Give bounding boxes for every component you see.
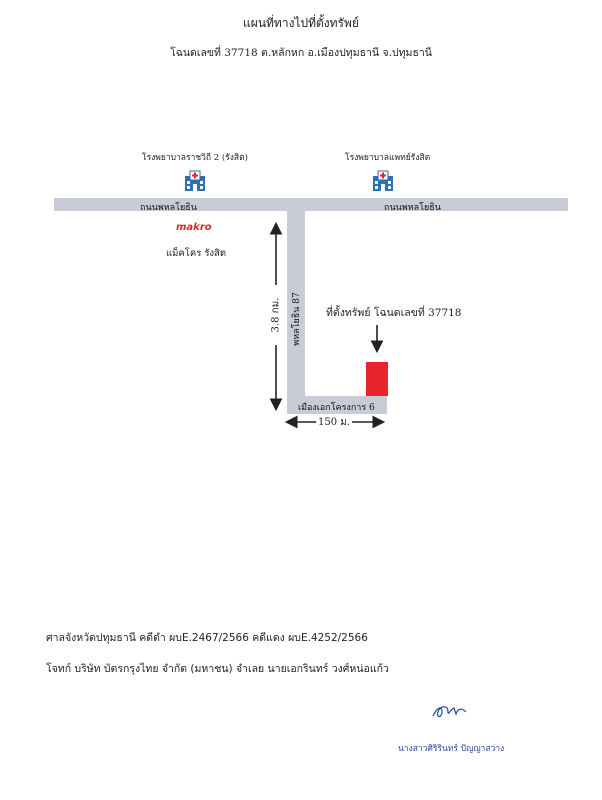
hospital-left-label: โรงพยาบาลราชวิถี 2 (รังสิต): [142, 153, 248, 163]
map-title: แผนที่ทางไปที่ตั้งทรัพย์: [243, 16, 359, 30]
makro-logo: makro: [176, 222, 212, 233]
makro-label: แม็คโคร รังสิต: [166, 248, 227, 259]
side-road-label: พหลโยธิน 87: [292, 292, 302, 346]
parties-line: โจทก์ บริษัท บัตรกรุงไทย จำกัด (มหาชน) จำเลย นายเอกรินทร์ วงศ์หน่อแก้ว: [46, 663, 389, 675]
bottom-road-label: เมืองเอกโครงการ 6: [298, 403, 375, 413]
signature-name: นางสาวศิริรินทร์ ปัญญาสว่าง: [398, 744, 505, 754]
main-road-label-right: ถนนพหลโยธิน: [384, 203, 441, 213]
hospital-right-label: โรงพยาบาลแพทย์รังสิต: [345, 153, 431, 163]
map-subtitle: โฉนดเลขที่ 37718 ต.หลักหก อ.เมืองปทุมธานี จ.ปทุมธานี: [170, 47, 432, 59]
distance-vertical-label: 3.8 กม.: [270, 297, 282, 333]
property-label: ที่ตั้งทรัพย์ โฉนดเลขที่ 37718: [326, 307, 462, 319]
distance-horizontal-label: 150 ม.: [318, 417, 351, 428]
court-case-line: ศาลจังหวัดปทุมธานี คดีดำ ผบE.2467/2566 คดีแดง ผบE.4252/2566: [46, 632, 368, 644]
signature-mark: [430, 700, 470, 722]
main-road-label-left: ถนนพหลโยธิน: [140, 203, 197, 213]
